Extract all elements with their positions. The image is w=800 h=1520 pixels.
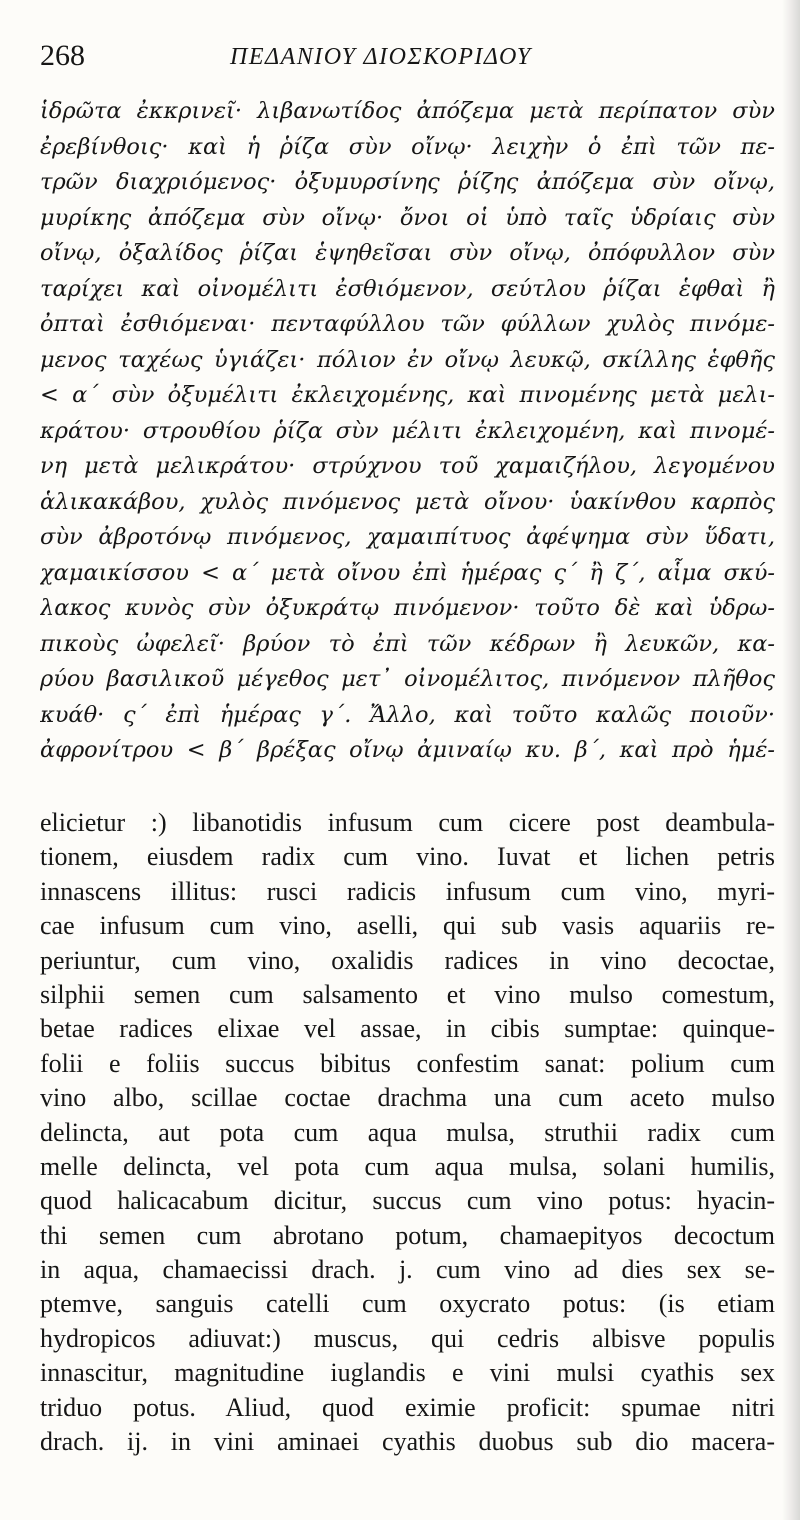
greek-line: μυρίκης ἀπόζεμα σὺν οἴνῳ· ὄνοι οἱ ὑπὸ ταῖς ὑδρίαις σὺν (40, 204, 775, 231)
latin-line: silphii semen cum salsamento et vino mulso comestum, (40, 979, 775, 1009)
latin-line: periuntur, cum vino, oxalidis radices in vino decoctae, (40, 945, 775, 975)
greek-text-block (40, 94, 775, 769)
running-title: ΠΕΔΑΝΙΟΥ ΔΙΟΣΚΟΡΙΔΟΥ (230, 44, 532, 70)
greek-line: σὺν ἀβροτόνῳ πινόμενος, χαμαιπίτυος ἀφέψημα σὺν ὕδατι, (40, 524, 775, 550)
greek-line: χαμαικίσσου < α΄ μετὰ οἴνου ἐπὶ ἡμέρας ς΄ ἢ ζ΄, αἷμα σκύ- (40, 559, 775, 586)
greek-line: λακος κυνὸς σὺν ὀξυκράτῳ πινόμενον· τοῦτο δὲ καὶ ὑδρω- (40, 595, 775, 621)
greek-line: < α΄ σὺν ὀξυμέλιτι ἐκλειχομένης, καὶ πινομένης μετὰ μελι- (40, 382, 775, 408)
greek-line: κυάθ· ς΄ ἐπὶ ἡμέρας γ΄. Ἄλλο, καὶ τοῦτο καλῶς ποιοῦν· (40, 701, 775, 728)
page-number: 268 (40, 39, 85, 72)
greek-line: οἴνῳ, ὀξαλίδος ῥίζαι ἑψηθεῖσαι σὺν οἴνῳ, ὀπόφυλλον σὺν (40, 240, 775, 266)
page-header (40, 38, 775, 78)
latin-line: tionem, eiusdem radix cum vino. Iuvat et lichen petris (40, 842, 775, 872)
greek-line: κράτου· στρουθίου ῥίζα σὺν μέλιτι ἐκλειχομένη, καὶ πινομέ- (40, 417, 775, 444)
latin-line: cae infusum cum vino, aselli, qui sub vasis aquariis re- (40, 911, 775, 941)
latin-text-block (40, 806, 775, 1459)
latin-line: hydropicos adiuvat:) muscus, qui cedris albisve populis (40, 1323, 775, 1353)
greek-line: νη μετὰ μελικράτου· στρύχνου τοῦ χαμαιζήλου, λεγομένου (40, 453, 775, 479)
greek-line: πικοὺς ὠφελεῖ· βρύον τὸ ἐπὶ τῶν κέδρων ἢ λευκῶν, κα- (40, 630, 775, 657)
latin-line: betae radices elixae vel assae, in cibis sumptae: quinque- (40, 1014, 775, 1044)
greek-line: ἱδρῶτα ἐκκρινεῖ· λιβανωτίδος ἀπόζεμα μετὰ περίπατον σὺν (40, 98, 775, 124)
greek-line: ἁλικακάβου, χυλὸς πινόμενος μετὰ οἴνου· ὑακίνθου καρπὸς (40, 488, 775, 515)
latin-line: folii e foliis succus bibitus confestim sanat: polium cum (40, 1048, 775, 1078)
latin-line: quod halicacabum dicitur, succus cum vino potus: hyacin- (40, 1186, 775, 1216)
latin-line: drach. ij. in vini aminaei cyathis duobus sub dio macera- (40, 1427, 775, 1457)
greek-line: μενος ταχέως ὑγιάζει· πόλιον ἐν οἴνῳ λευκῷ, σκίλλης ἑφθῆς (40, 346, 775, 373)
latin-line: vino albo, scillae coctae drachma una cum aceto mulso (40, 1083, 775, 1113)
greek-line: ρύου βασιλικοῦ μέγεθος μετ᾽ οἰνομέλιτος, πινόμενον πλῆθος (40, 666, 775, 692)
latin-line: innascitur, magnitudine iuglandis e vini mulsi cyathis sex (40, 1358, 775, 1388)
latin-line: innascens illitus: rusci radicis infusum cum vino, myri- (40, 876, 775, 906)
latin-line: delincta, aut pota cum aqua mulsa, struthii radix cum (40, 1117, 775, 1147)
latin-line: in aqua, chamaecissi drach. j. cum vino ad dies sex se- (40, 1255, 775, 1285)
latin-line: elicietur :) libanotidis infusum cum cicere post deambula- (40, 808, 775, 837)
greek-line: ἀφρονίτρου < β΄ βρέξας οἴνῳ ἀμιναίῳ κυ. β΄, καὶ πρὸ ἡμέ- (40, 737, 775, 763)
latin-line: ptemve, sanguis catelli cum oxycrato potus: (is etiam (40, 1289, 775, 1319)
greek-line: τρῶν διαχριόμενος· ὀξυμυρσίνης ῥίζης ἀπόζεμα σὺν οἴνῳ, (40, 169, 775, 195)
page-gutter-shadow (782, 0, 800, 1520)
latin-line: triduo potus. Aliud, quod eximie proficit: spumae nitri (40, 1392, 775, 1422)
greek-line: ταρίχει καὶ οἰνομέλιτι ἐσθιόμενον, σεύτλου ῥίζαι ἑφθαὶ ἢ (40, 275, 775, 302)
latin-line: melle delincta, vel pota cum aqua mulsa, solani humilis, (40, 1151, 775, 1181)
greek-line: ὀπταὶ ἐσθιόμεναι· πενταφύλλου τῶν φύλλων χυλὸς πινόμε- (40, 311, 775, 337)
greek-line: ἐρεβίνθοις· καὶ ἡ ῥίζα σὺν οἴνῳ· λειχὴν ὁ ἐπὶ τῶν πε- (40, 133, 775, 160)
latin-line: thi semen cum abrotano potum, chamaepityos decoctum (40, 1220, 775, 1250)
